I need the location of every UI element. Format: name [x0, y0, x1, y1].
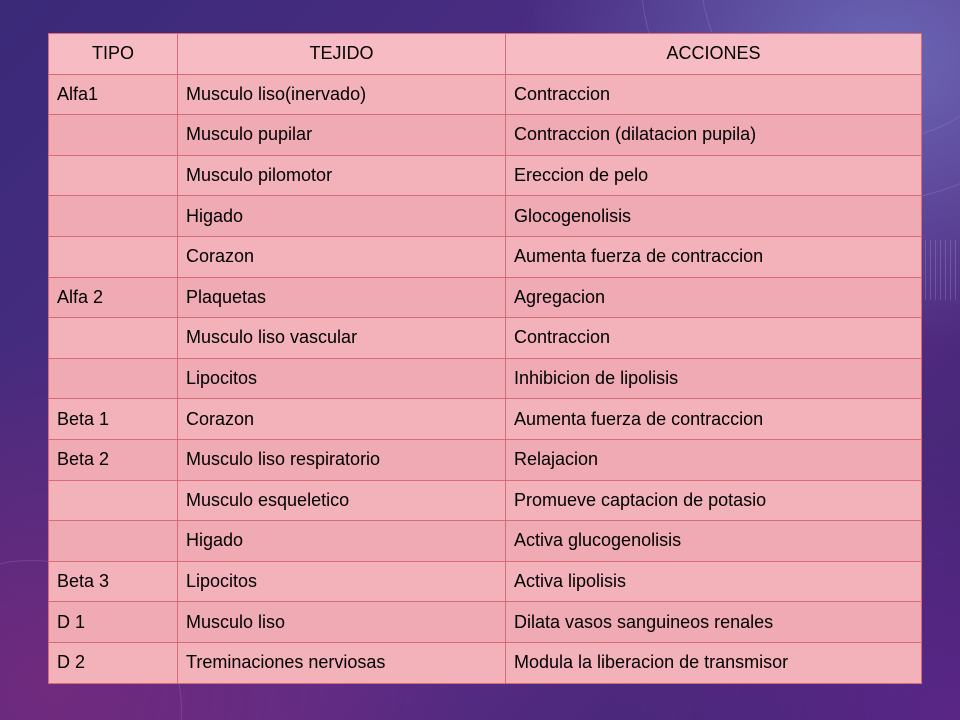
- cell-acciones: Modula la liberacion de transmisor: [506, 642, 922, 683]
- cell-tipo: [49, 480, 178, 521]
- cell-acciones: Inhibicion de lipolisis: [506, 358, 922, 399]
- table-row: [49, 236, 922, 277]
- header-tejido: TEJIDO: [178, 34, 506, 75]
- cell-acciones: Activa glucogenolisis: [506, 521, 922, 562]
- table-row: [49, 521, 922, 562]
- cell-tejido: Musculo esqueletico: [178, 480, 506, 521]
- table-row: [49, 358, 922, 399]
- table-row: [49, 318, 922, 359]
- cell-tejido: Lipocitos: [178, 358, 506, 399]
- cell-tejido: Corazon: [178, 236, 506, 277]
- cell-tipo: [49, 115, 178, 156]
- cell-acciones: Dilata vasos sanguineos renales: [506, 602, 922, 643]
- table-row: [49, 439, 922, 480]
- table-row: [49, 196, 922, 237]
- table-row: [49, 74, 922, 115]
- cell-tipo: [49, 196, 178, 237]
- cell-tejido: Musculo pilomotor: [178, 155, 506, 196]
- cell-acciones: Relajacion: [506, 439, 922, 480]
- cell-tejido: Musculo liso: [178, 602, 506, 643]
- table-header-row: [49, 34, 922, 75]
- cell-tejido: Lipocitos: [178, 561, 506, 602]
- cell-tejido: Treminaciones nerviosas: [178, 642, 506, 683]
- cell-tejido: Musculo pupilar: [178, 115, 506, 156]
- cell-acciones: Agregacion: [506, 277, 922, 318]
- cell-tipo: [49, 236, 178, 277]
- cell-tejido: Musculo liso(inervado): [178, 74, 506, 115]
- cell-acciones: Promueve captacion de potasio: [506, 480, 922, 521]
- cell-acciones: Aumenta fuerza de contraccion: [506, 236, 922, 277]
- cell-acciones: Contraccion (dilatacion pupila): [506, 115, 922, 156]
- cell-acciones: Activa lipolisis: [506, 561, 922, 602]
- cell-tipo: [49, 521, 178, 562]
- table-row: [49, 602, 922, 643]
- cell-tipo: D 1: [49, 602, 178, 643]
- table-row: [49, 561, 922, 602]
- cell-acciones: Contraccion: [506, 74, 922, 115]
- cell-tejido: Corazon: [178, 399, 506, 440]
- cell-tipo: [49, 155, 178, 196]
- cell-acciones: Contraccion: [506, 318, 922, 359]
- cell-tejido: Plaquetas: [178, 277, 506, 318]
- table-row: [49, 642, 922, 683]
- cell-tejido: Musculo liso respiratorio: [178, 439, 506, 480]
- table-row: [49, 155, 922, 196]
- cell-tejido: Higado: [178, 521, 506, 562]
- receptor-table-container: [48, 33, 921, 684]
- cell-tipo: Beta 1: [49, 399, 178, 440]
- cell-tejido: Higado: [178, 196, 506, 237]
- cell-tipo: D 2: [49, 642, 178, 683]
- table-row: [49, 480, 922, 521]
- cell-acciones: Glocogenolisis: [506, 196, 922, 237]
- cell-tipo: Alfa 2: [49, 277, 178, 318]
- cell-acciones: Ereccion de pelo: [506, 155, 922, 196]
- cell-tipo: Beta 2: [49, 439, 178, 480]
- table-row: [49, 399, 922, 440]
- table-row: [49, 277, 922, 318]
- cell-acciones: Aumenta fuerza de contraccion: [506, 399, 922, 440]
- header-tipo: TIPO: [49, 34, 178, 75]
- cell-tipo: [49, 358, 178, 399]
- table-row: [49, 115, 922, 156]
- cell-tipo: [49, 318, 178, 359]
- receptor-table: [48, 33, 922, 684]
- cell-tejido: Musculo liso vascular: [178, 318, 506, 359]
- cell-tipo: Alfa1: [49, 74, 178, 115]
- cell-tipo: Beta 3: [49, 561, 178, 602]
- header-acciones: ACCIONES: [506, 34, 922, 75]
